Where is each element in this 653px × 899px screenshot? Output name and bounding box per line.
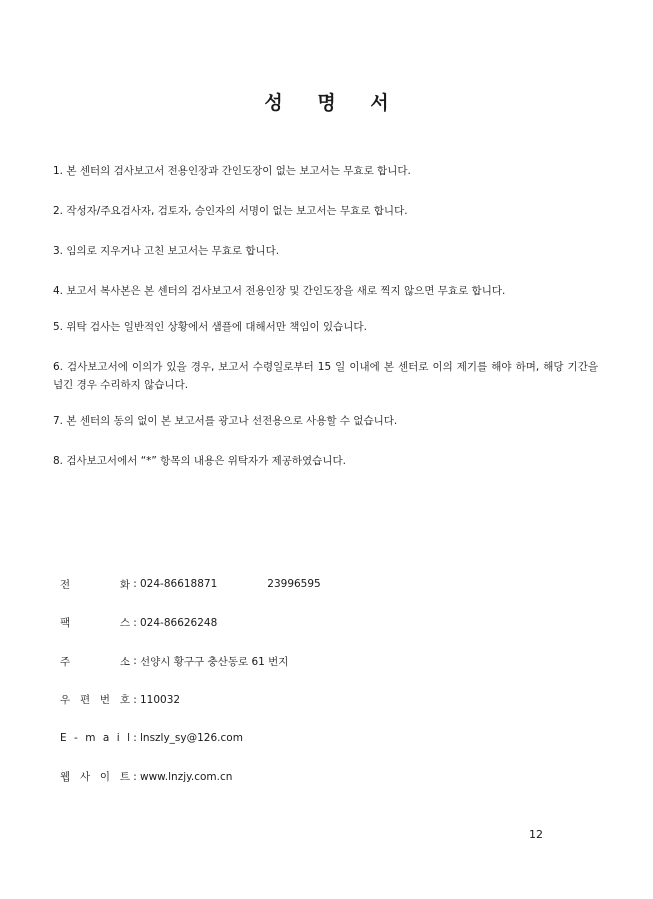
clause-7: 7. 본 센터의 동의 없이 본 보고서를 광고나 선전용으로 사용할 수 없습니다.: [53, 415, 398, 427]
separator: :: [133, 655, 137, 667]
contact-label: 주 소: [60, 655, 130, 668]
separator: :: [133, 578, 137, 590]
separator: :: [133, 693, 137, 706]
clause-6: 6. 검사보고서에 이의가 있을 경우, 보고서 수령일로부터 15 일 이내에 본 센터로 이의 제기를 해야 하며, 해당 기간을 넘긴 경우 수리하지 않습니다.: [53, 361, 598, 391]
clause-8: 8. 검사보고서에서 “*” 항목의 내용은 위탁자가 제공하였습니다.: [53, 455, 346, 467]
contact-address: [60, 652, 460, 670]
contact-label: 웹 사 이 트: [60, 771, 130, 783]
clause-2: 2. 작성자/주요검사자, 검토자, 승인자의 서명이 없는 보고서는 무효로 합니다.: [53, 205, 408, 217]
contact-label: 우 편 번 호: [60, 694, 130, 706]
separator: :: [133, 770, 137, 783]
contact-email: [60, 729, 460, 747]
website-value: www.lnzjy.com.cn: [140, 770, 233, 783]
clause-list: [53, 162, 598, 492]
contact-label: 전 화: [60, 578, 130, 591]
contact-label: E - m a i l: [60, 732, 130, 744]
clause-4: 4. 보고서 복사본은 본 센터의 검사보고서 전용인장 및 간인도장을 새로 찍지 않으면 무효로 합니다.: [53, 285, 506, 297]
email-value: lnszly_sy@126.com: [140, 732, 243, 744]
clause-5: 5. 위탁 검사는 일반적인 상황에서 샘플에 대해서만 책임이 있습니다.: [53, 321, 367, 333]
postal-value: 110032: [140, 693, 181, 706]
contact-label: 팩 스: [60, 617, 130, 629]
page-number: 12: [529, 828, 543, 841]
contact-info: [60, 575, 460, 806]
fax-value: 024-86626248: [140, 616, 218, 629]
page-title: 성 명 서: [264, 92, 403, 114]
contact-fax: [60, 614, 460, 632]
clause-1: 1. 본 센터의 검사보고서 전용인장과 간인도장이 없는 보고서는 무효로 합니다.: [53, 165, 411, 177]
contact-phone: [60, 575, 460, 593]
address-value: 선양시 황구구 충산동로 61 번지: [140, 655, 289, 668]
contact-postal: [60, 691, 460, 709]
contact-website: [60, 768, 460, 786]
phone-extra-value: 23996595: [267, 578, 321, 590]
separator: :: [133, 732, 137, 744]
separator: :: [133, 616, 137, 629]
clause-3: 3. 임의로 지우거나 고친 보고서는 무효로 합니다.: [53, 245, 280, 257]
phone-value: 024-86618871: [140, 578, 218, 590]
